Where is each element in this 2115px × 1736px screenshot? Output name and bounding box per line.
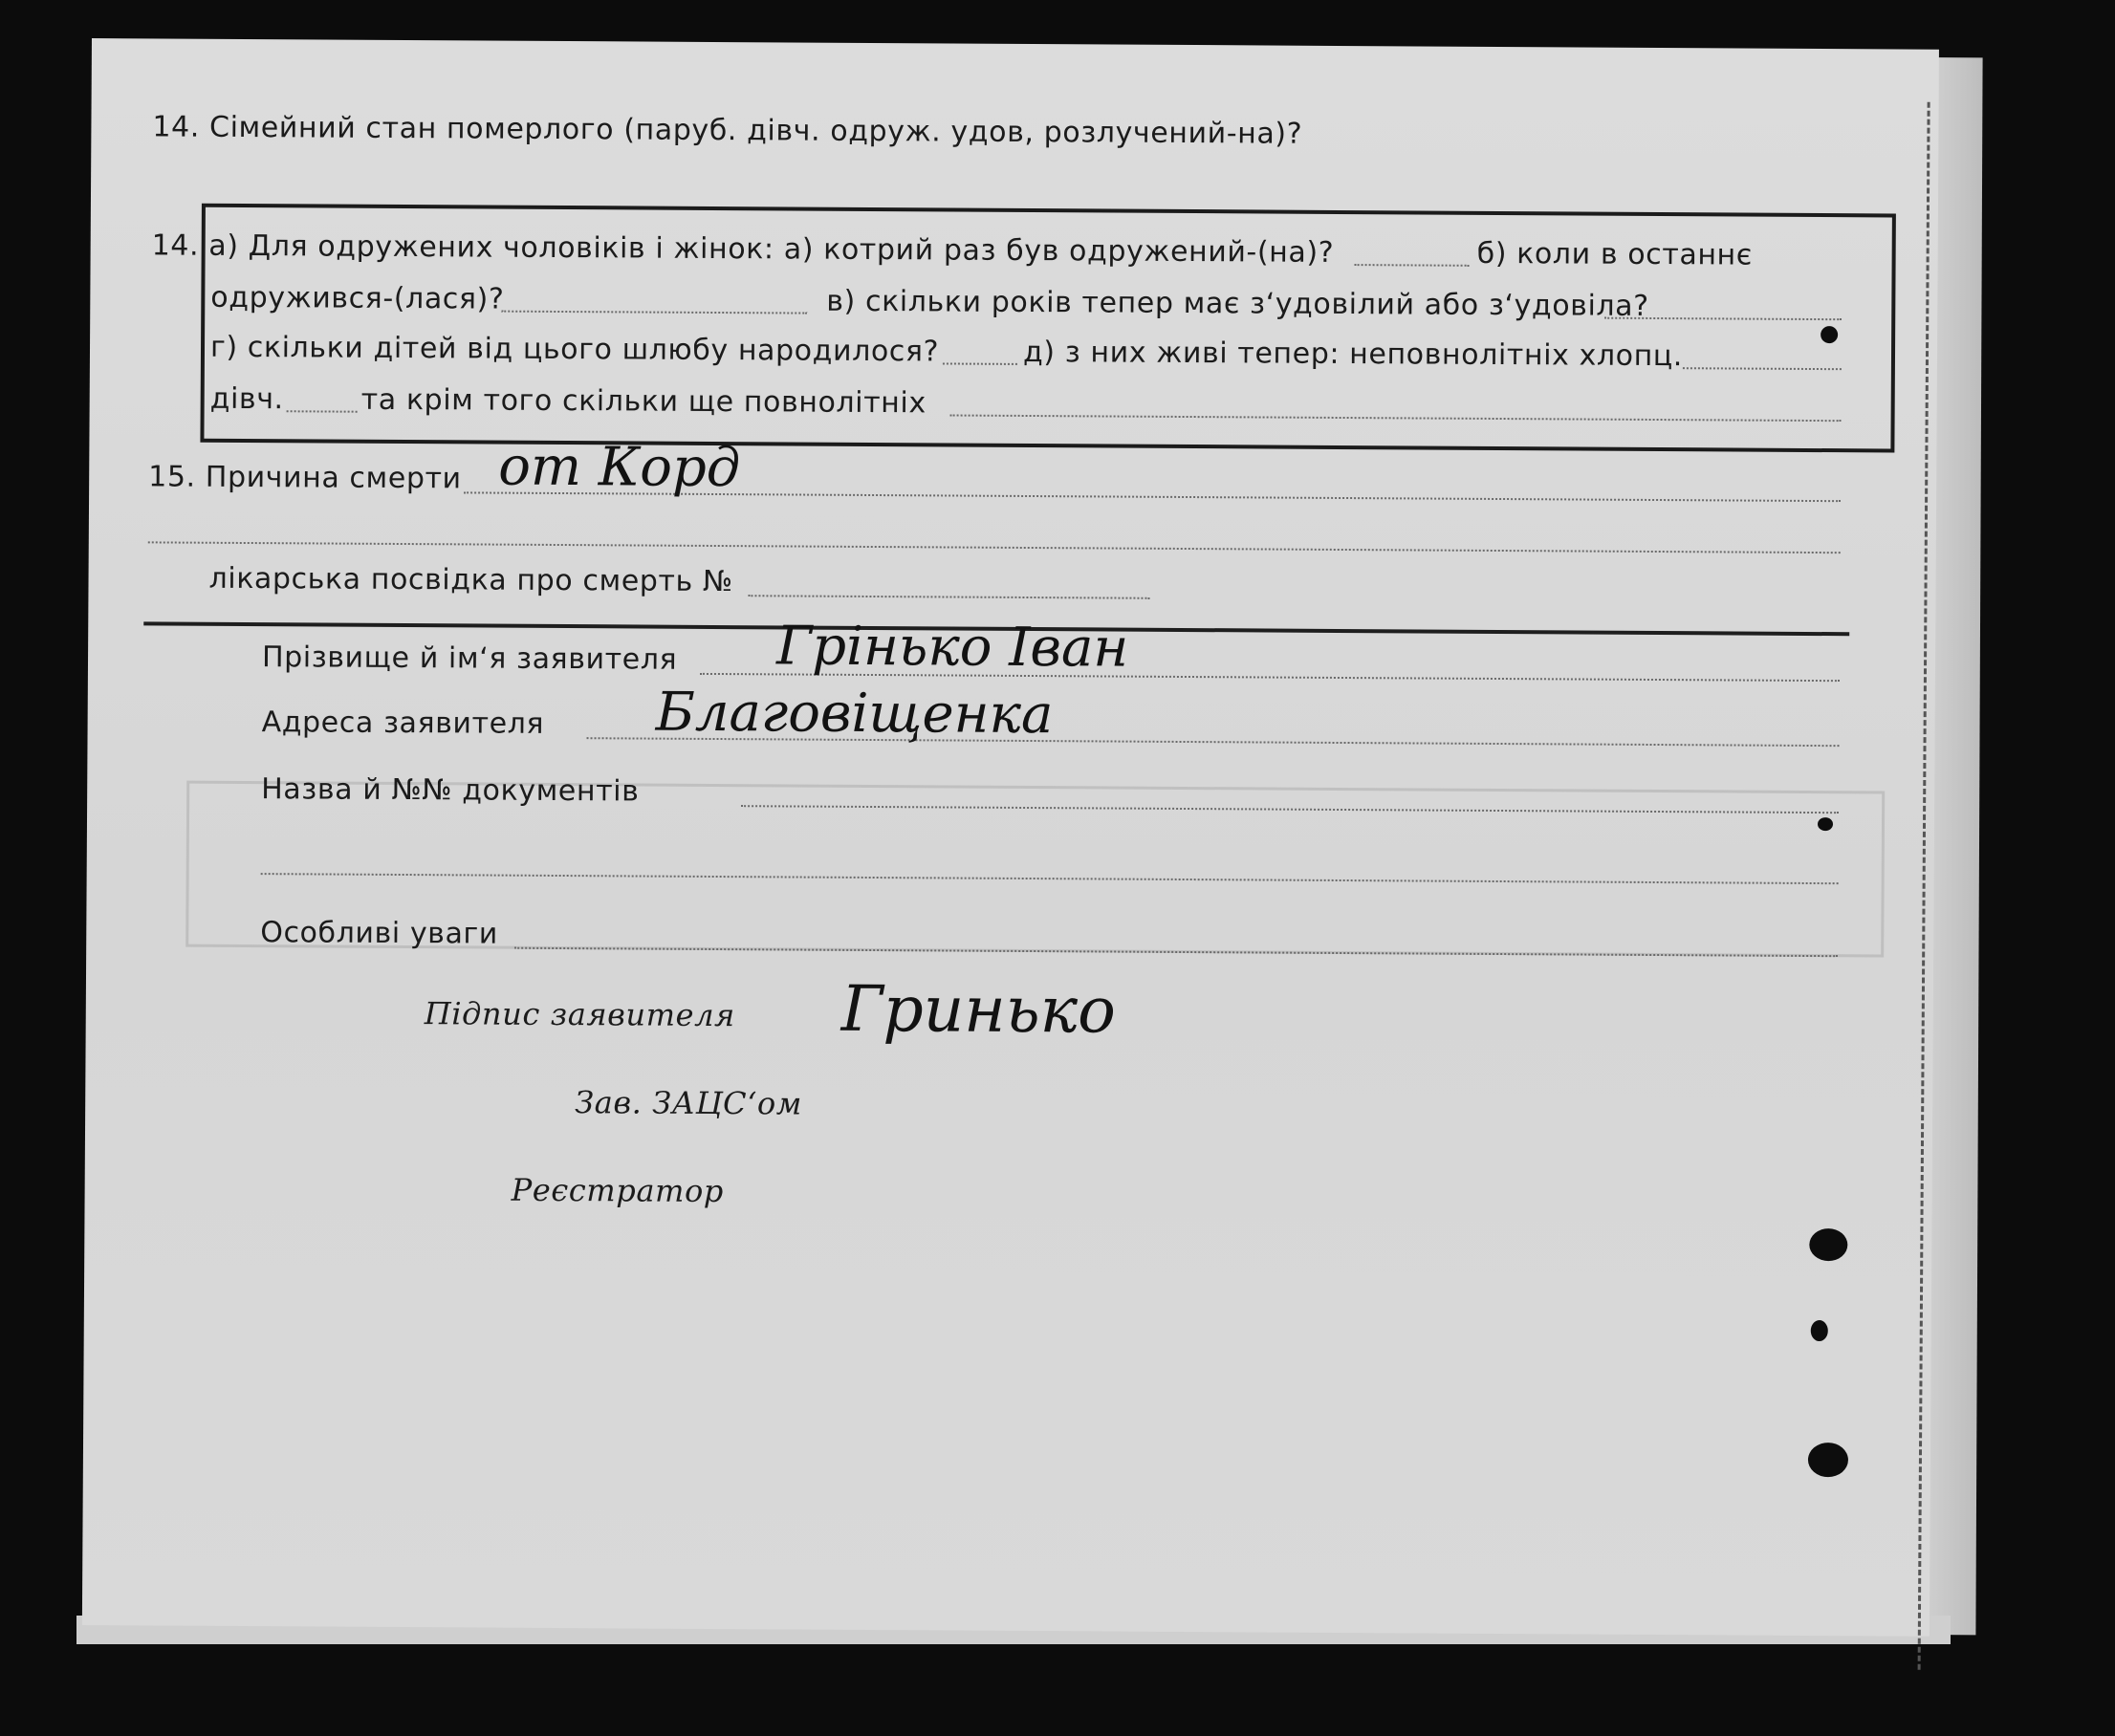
medical-certificate-field [748,595,1149,599]
signature-label: Підпис заявителя [424,995,736,1034]
question-14a-line3a: г) скільки дітей від цього шлюбу народилося? [209,330,940,369]
form-sheet [82,38,1939,1637]
question-14-label: 14. Сімейний стан померлого (паруб. дівч. одруж. удов, розлучений-на)? [152,110,1303,151]
registrar-label: Реєстратор [511,1171,725,1210]
question-14a-line4b: та крім того скільки ще повнолітніх [360,382,927,421]
applicant-address-handwriting: Благовіщенка [655,681,1054,747]
applicant-signature-handwriting: Гринько [840,971,1117,1048]
question-14a-line2b: в) скільки років тепер має з‘удовілий або з‘удовіла? [826,284,1649,323]
applicant-name-handwriting: Грінько Іван [775,615,1129,680]
documents-label: Назва й №№ документів [261,772,640,809]
question-14a-line4a: дівч. [209,381,284,417]
medical-certificate-label: лікарська посвідка про смерть № [208,561,733,599]
cause-of-death-field-line2 [148,541,1841,553]
question-15-label: 15. Причина смерти [148,460,462,496]
cause-of-death-handwriting: от Корд [498,435,741,500]
question-14a-line1: 14. а) Для одружених чоловіків і жінок: а) котрий раз був одружений-(на)? [151,228,1335,270]
question-14a-line2a: одружився-(лася)? [210,280,505,316]
binding-hole [1808,1443,1848,1477]
question-14a-b-label: б) коли в останнє [1476,236,1754,272]
applicant-address-label: Адреса заявителя [261,705,545,741]
binding-hole [1809,1228,1847,1261]
question-14a-line3b: д) з них живі тепер: неповнолітніх хлопц. [1022,335,1684,374]
remarks-label: Особливі уваги [260,916,499,951]
perforation-line [1918,102,1930,1670]
head-of-registry-label: Зав. ЗАЦС‘ом [575,1084,803,1122]
applicant-name-label: Прізвище й ім‘я заявителя [261,640,678,677]
binding-hole [1811,1320,1828,1341]
